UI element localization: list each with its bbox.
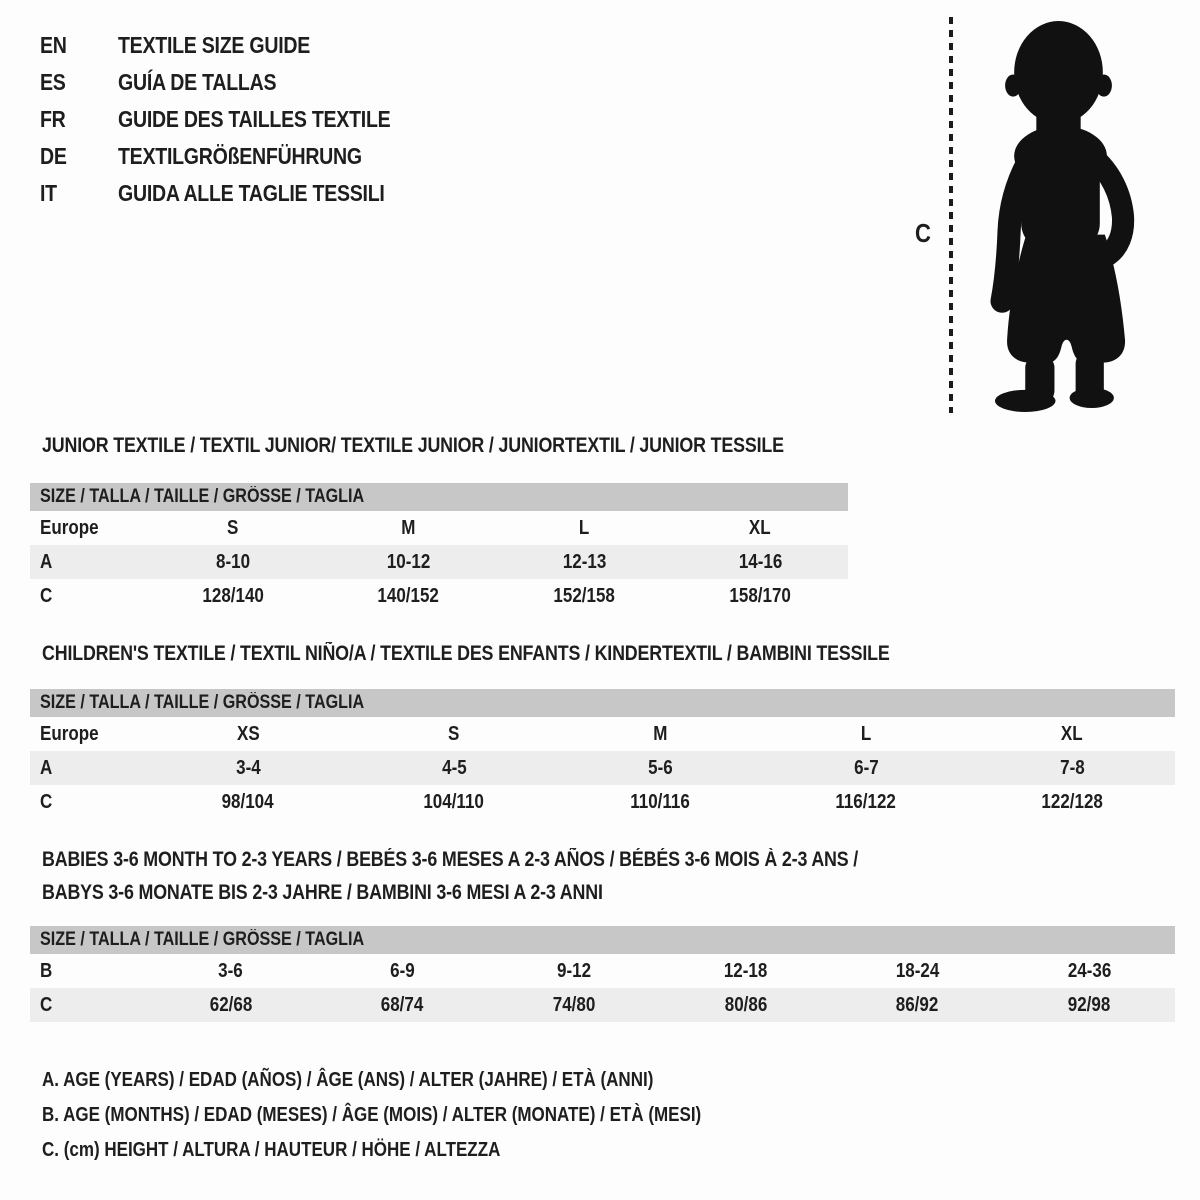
size-cell: 10-12: [386, 550, 431, 573]
size-cell: 24-36: [1067, 959, 1111, 982]
size-cell: 116/122: [835, 790, 897, 813]
table-row: [30, 785, 1175, 819]
table-row: [30, 511, 848, 545]
size-cell: 92/98: [1067, 993, 1111, 1016]
size-cell: 110/116: [630, 790, 690, 813]
size-cell: 68/74: [381, 993, 424, 1016]
row-label: Europe: [40, 722, 99, 745]
size-header-bar: SIZE / TALLA / TAILLE / GRÖSSE / TAGLIA: [30, 926, 1175, 954]
language-title: GUIDE DES TAILLES TEXTILE: [118, 106, 391, 132]
size-cell: M: [401, 516, 416, 539]
legend-line-b: B. AGE (MONTHS) / EDAD (MESES) / ÂGE (MOIS) / ALTER (MONATE) / ETÀ (MESI): [42, 1104, 702, 1126]
size-cell: M: [652, 722, 668, 745]
table-row: [30, 579, 848, 613]
language-row: [40, 101, 439, 138]
size-header-bar: SIZE / TALLA / TAILLE / GRÖSSE / TAGLIA: [30, 483, 848, 511]
row-label: C: [40, 584, 53, 607]
junior-section-title: JUNIOR TEXTILE / TEXTIL JUNIOR/ TEXTILE JUNIOR / JUNIORTEXTIL / JUNIOR TESSILE: [42, 434, 784, 457]
table-row: [30, 751, 1175, 785]
size-cell: 104/110: [423, 790, 485, 813]
size-cell: 140/152: [377, 584, 440, 607]
size-cell: 6-7: [853, 756, 879, 779]
junior-size-table: [30, 483, 848, 613]
size-cell: 122/128: [1041, 790, 1103, 813]
table-row: [30, 717, 1175, 751]
language-code: IT: [40, 180, 57, 206]
language-title: GUÍA DE TALLAS: [118, 69, 277, 95]
size-cell: L: [579, 516, 590, 539]
table-row: [30, 545, 848, 579]
language-code: FR: [40, 106, 66, 132]
language-title: GUIDA ALLE TAGLIE TESSILI: [118, 180, 385, 206]
size-cell: 62/68: [209, 993, 253, 1016]
language-code: ES: [40, 69, 66, 95]
size-cell: XL: [749, 516, 771, 539]
height-measure-label: C: [915, 218, 931, 248]
language-row: [40, 27, 439, 64]
size-cell: 8-10: [215, 550, 250, 573]
size-cell: 5-6: [647, 756, 673, 779]
legend-line-a: A. AGE (YEARS) / EDAD (AÑOS) / ÂGE (ANS) / ALTER (JAHRE) / ETÀ (ANNI): [42, 1069, 654, 1091]
language-code: DE: [40, 143, 67, 169]
size-header-bar: SIZE / TALLA / TAILLE / GRÖSSE / TAGLIA: [30, 689, 1175, 717]
size-cell: 4-5: [441, 756, 467, 779]
toddler-silhouette-icon: [975, 15, 1143, 413]
children-section-title: CHILDREN'S TEXTILE / TEXTIL NIÑO/A / TEXTILE DES ENFANTS / KINDERTEXTIL / BAMBINI TESSILE: [42, 642, 890, 665]
size-cell: 74/80: [552, 993, 596, 1016]
language-row: [40, 64, 439, 101]
size-cell: 3-4: [235, 756, 261, 779]
children-size-table: [30, 689, 1175, 819]
size-cell: 80/86: [724, 993, 768, 1016]
size-cell: 128/140: [202, 584, 264, 607]
size-cell: 86/92: [896, 993, 939, 1016]
language-title: TEXTILGRÖßENFÜHRUNG: [118, 143, 362, 169]
babies-size-table: [30, 926, 1175, 1022]
row-label: B: [40, 959, 53, 982]
size-cell: 3-6: [218, 959, 244, 982]
height-figure: [905, 13, 1155, 415]
language-title-list: [40, 27, 439, 212]
size-cell: 18-24: [895, 959, 940, 982]
size-cell: 7-8: [1059, 756, 1085, 779]
size-cell: L: [860, 722, 872, 745]
row-label: C: [40, 993, 53, 1016]
size-cell: 14-16: [738, 550, 782, 573]
row-label: C: [40, 790, 53, 813]
size-cell: 12-13: [562, 550, 607, 573]
table-row: [30, 988, 1175, 1022]
measure-legend: [42, 1063, 818, 1168]
size-cell: 6-9: [390, 959, 415, 982]
row-label: Europe: [40, 516, 99, 539]
size-cell: XS: [236, 722, 260, 745]
language-row: [40, 138, 439, 175]
table-row: [30, 954, 1175, 988]
height-measure-line: [947, 17, 955, 413]
size-cell: S: [227, 516, 239, 539]
size-cell: XL: [1061, 722, 1083, 745]
language-row: [40, 175, 439, 212]
size-cell: 152/158: [553, 584, 616, 607]
language-code: EN: [40, 32, 67, 58]
size-cell: 98/104: [221, 790, 274, 813]
size-cell: 12-18: [724, 959, 768, 982]
row-label: A: [40, 756, 53, 779]
size-cell: S: [448, 722, 460, 745]
size-cell: 158/170: [729, 584, 791, 607]
legend-line-c: C. (cm) HEIGHT / ALTURA / HAUTEUR / HÖHE / ALTEZZA: [42, 1139, 501, 1161]
babies-section-title: BABIES 3-6 MONTH TO 2-3 YEARS / BEBÉS 3-6 MESES A 2-3 AÑOS / BÉBÉS 3-6 MOIS À 2-3 ANS / BABYS 3-6 MONATE BIS 2-3 JAHRE / BAMBINI 3-6 MESI A 2-3 ANNI: [42, 848, 859, 904]
row-label: A: [40, 550, 53, 573]
language-title: TEXTILE SIZE GUIDE: [118, 32, 311, 58]
size-cell: 9-12: [557, 959, 592, 982]
